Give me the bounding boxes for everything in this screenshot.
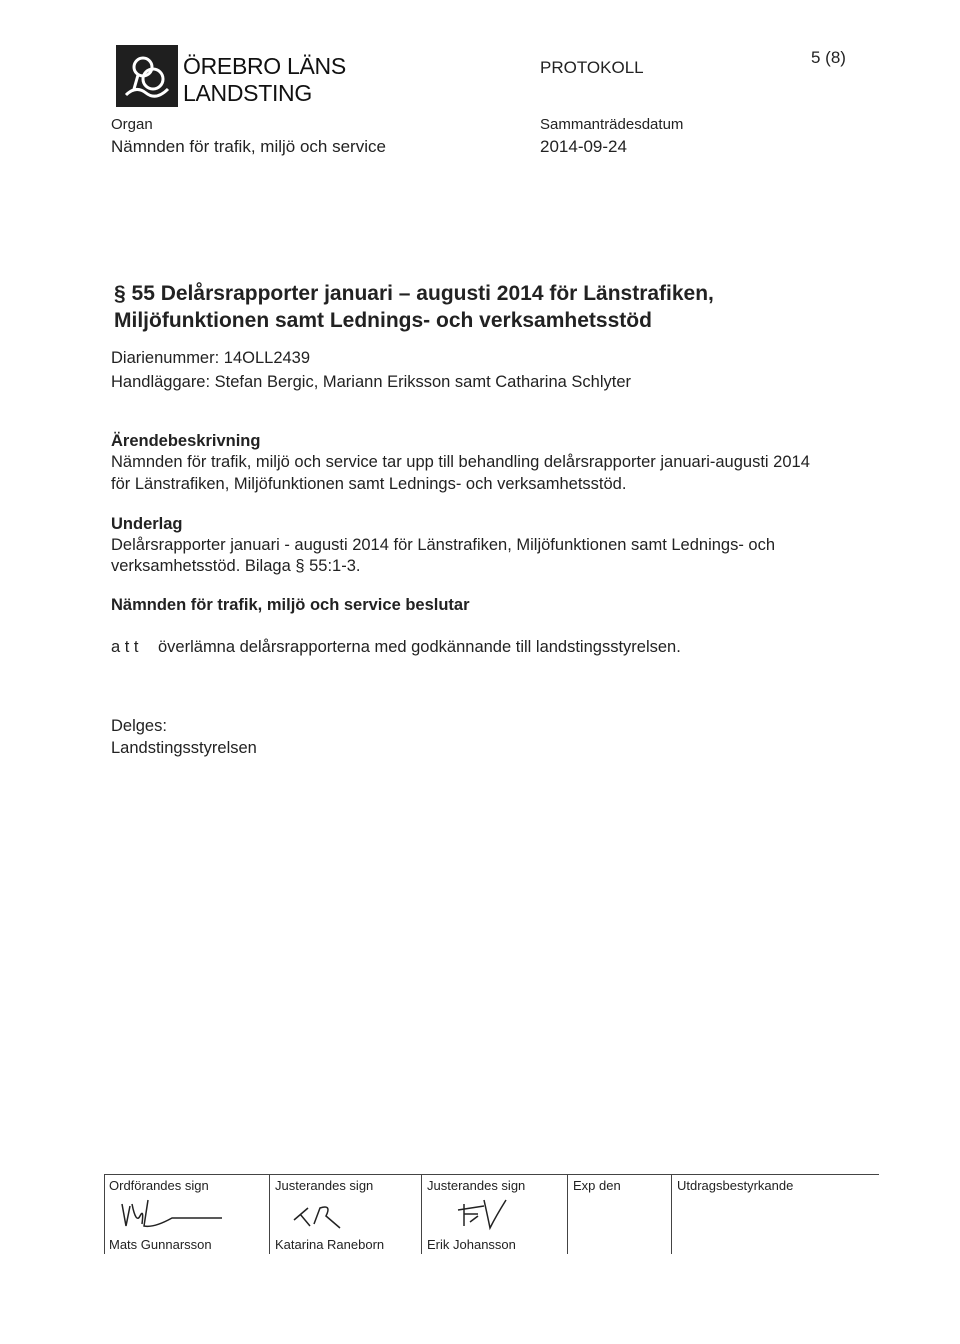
beslut-text: överlämna delårsrapporterna med godkännande till landstingsstyrelsen. [158,638,681,656]
section-title-line2: Miljöfunktionen samt Lednings- och verksamhetsstöd [114,309,652,332]
diarienummer: Diarienummer: 14OLL2439 [111,349,311,367]
exp-den-label: Exp den [573,1178,621,1193]
signature-table [104,1174,879,1254]
beslut-att: a t t [111,638,139,656]
justerande-name-1: Katarina Raneborn [275,1237,385,1252]
signature-katarina-raneborn [284,1194,364,1234]
logo-text-line1: ÖREBRO LÄNS [183,53,346,79]
delges-label: Delges: [111,717,167,735]
arende-text-line2: för Länstrafiken, Miljöfunktionen samt Lednings- och verksamhetsstöd. [111,475,627,493]
underlag-heading: Underlag [111,515,183,533]
page-number: 5 (8) [811,48,846,67]
underlag-text-line1: Delårsrapporter januari - augusti 2014 för Länstrafiken, Miljöfunktionen samt Lednings- och [111,536,776,554]
utdragsbestyrkande-label: Utdragsbestyrkande [677,1178,794,1193]
arende-heading: Ärendebeskrivning [111,432,261,450]
signature-divider [567,1174,568,1254]
document-type: PROTOKOLL [540,58,644,77]
signature-divider [671,1174,672,1254]
section-title-line1: § 55 Delårsrapporter januari – augusti 2014 för Länstrafiken, [114,282,714,305]
justerande-name-2: Erik Johansson [427,1237,516,1252]
arende-text-line1: Nämnden för trafik, miljö och service tar upp till behandling delårsrapporter januari-augusti 2014 [111,453,810,471]
signature-divider [421,1174,422,1254]
beslut-heading: Nämnden för trafik, miljö och service beslutar [111,596,470,614]
handlaggare: Handläggare: Stefan Bergic, Mariann Eriksson samt Catharina Schlyter [111,373,631,391]
logo-emblem-icon [116,45,178,107]
organ-label: Organ [111,116,153,133]
date-value: 2014-09-24 [540,137,627,156]
signature-mats-gunnarsson [114,1194,224,1234]
signature-table-top-rule [104,1174,879,1175]
delges-value: Landstingsstyrelsen [111,739,257,757]
organ-value: Nämnden för trafik, miljö och service [111,137,386,156]
underlag-text-line2: verksamhetsstöd. Bilaga § 55:1-3. [111,557,361,575]
ordforande-name: Mats Gunnarsson [109,1237,212,1252]
signature-divider [104,1174,105,1254]
justerande-sign-label-1: Justerandes sign [275,1178,374,1193]
signature-erik-johansson [444,1192,524,1234]
landsting-logo [116,45,178,107]
date-label: Sammanträdesdatum [540,116,684,133]
justerande-sign-label-2: Justerandes sign [427,1178,526,1193]
signature-divider [269,1174,270,1254]
ordforande-sign-label: Ordförandes sign [109,1178,209,1193]
logo-text-line2: LANDSTING [183,80,312,106]
